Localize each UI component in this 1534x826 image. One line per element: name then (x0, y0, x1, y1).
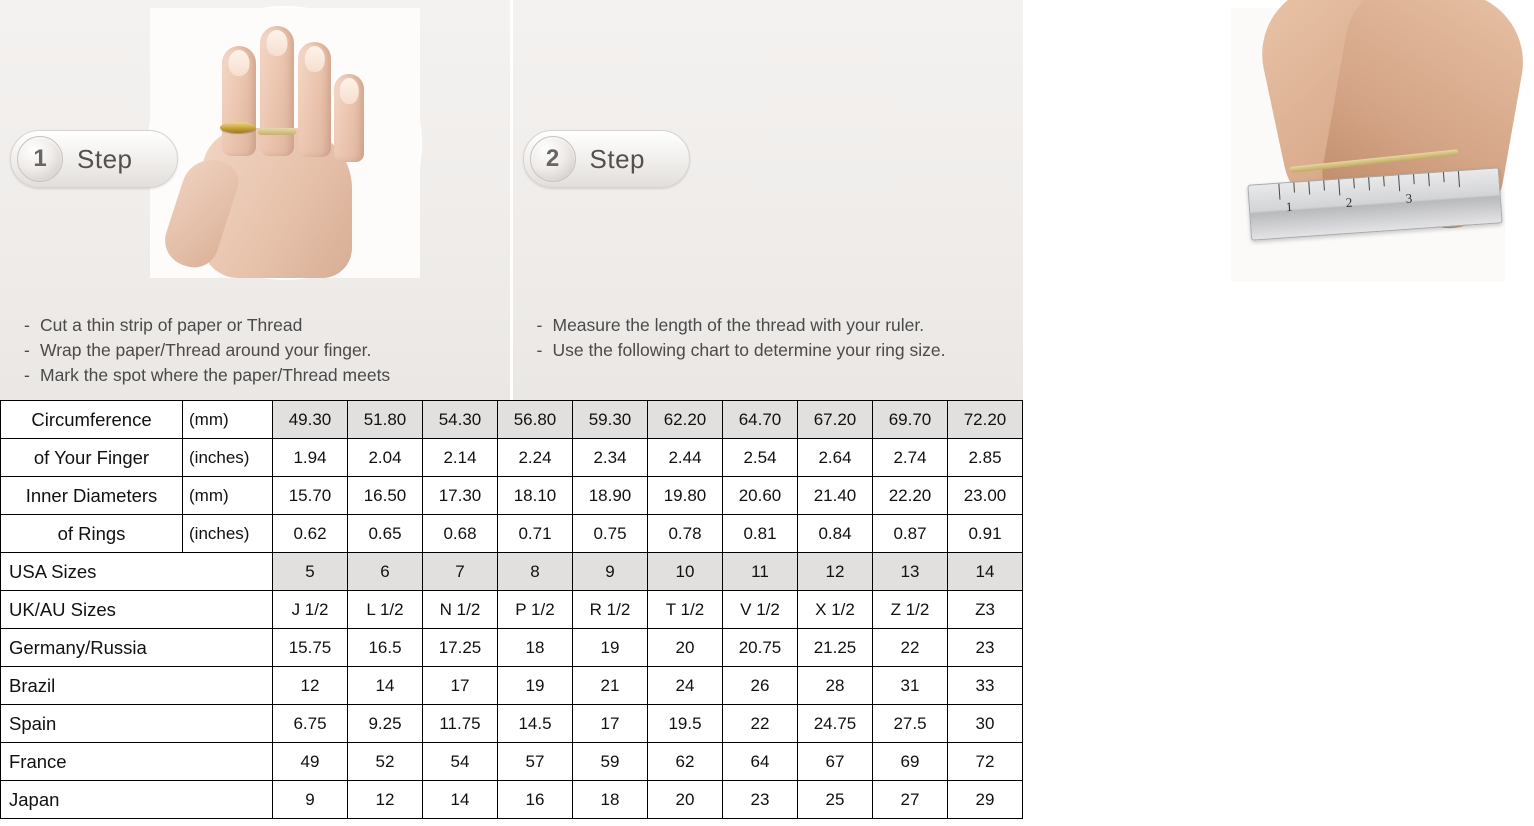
cell: 27 (873, 781, 948, 819)
cell: 49 (273, 743, 348, 781)
instruction-line: - Wrap the paper/Thread around your finger. (24, 340, 372, 360)
cell: 16.50 (348, 477, 423, 515)
row-label-brazil: Brazil (1, 667, 273, 705)
cell: 12 (348, 781, 423, 819)
ruler (1247, 167, 1502, 240)
cell: 16.5 (348, 629, 423, 667)
cell: Z3 (948, 591, 1023, 629)
cell: P 1/2 (498, 591, 573, 629)
row-label-france: France (1, 743, 273, 781)
cell: 18.10 (498, 477, 573, 515)
unit-mm: (mm) (183, 477, 273, 515)
cell: 33 (948, 667, 1023, 705)
cell: 72.20 (948, 401, 1023, 439)
table-row (1, 629, 1023, 667)
instruction-text: Use the following chart to determine your ring size. (552, 340, 946, 360)
cell: 69 (873, 743, 948, 781)
row-label-spain: Spain (1, 705, 273, 743)
finger-middle (260, 26, 294, 156)
table-row (1, 743, 1023, 781)
cell: 21 (573, 667, 648, 705)
cell: 8 (498, 553, 573, 591)
cell: 19 (573, 629, 648, 667)
row-label-inner-diameter-2: of Rings (1, 515, 183, 553)
cell: N 1/2 (423, 591, 498, 629)
thread-wrapped-on-finger (258, 128, 296, 135)
cell: 20 (648, 629, 723, 667)
cell: 11.75 (423, 705, 498, 743)
row-label-germany-russia: Germany/Russia (1, 629, 273, 667)
cell: 2.85 (948, 439, 1023, 477)
table-row (1, 781, 1023, 819)
table-row (1, 401, 1023, 439)
table-row (1, 705, 1023, 743)
cell: 57 (498, 743, 573, 781)
cell: 2.74 (873, 439, 948, 477)
cell: 0.62 (273, 515, 348, 553)
cell: 30 (948, 705, 1023, 743)
instruction-text: Wrap the paper/Thread around your finger. (40, 340, 372, 360)
row-label-circumference-1: Circumference (1, 401, 183, 439)
cell: 18 (573, 781, 648, 819)
cell: 22 (873, 629, 948, 667)
ruler-illustration (1231, 8, 1505, 282)
cell: 0.71 (498, 515, 573, 553)
cell: 11 (723, 553, 798, 591)
cell: 0.81 (723, 515, 798, 553)
steps-section (0, 0, 1413, 400)
instruction-line: - Measure the length of the thread with your ruler. (536, 315, 925, 335)
cell: 69.70 (873, 401, 948, 439)
cell: 20.60 (723, 477, 798, 515)
cell: 12 (273, 667, 348, 705)
cell: 17.25 (423, 629, 498, 667)
unit-inches: (inches) (183, 439, 273, 477)
ruler-label: 1 (1284, 198, 1293, 215)
cell: 20 (648, 781, 723, 819)
cell: 2.34 (573, 439, 648, 477)
step-1-panel (0, 0, 510, 400)
cell: 19.80 (648, 477, 723, 515)
cell: 23 (948, 629, 1023, 667)
step-1-number: 1 (17, 136, 63, 182)
step-1-instructions (24, 313, 500, 388)
cell: 62.20 (648, 401, 723, 439)
cell: 0.87 (873, 515, 948, 553)
ruler-label: 3 (1404, 190, 1413, 206)
step-2-instructions (537, 313, 1014, 363)
cell: 24.75 (798, 705, 873, 743)
cell: L 1/2 (348, 591, 423, 629)
cell: 0.84 (798, 515, 873, 553)
cell: 59.30 (573, 401, 648, 439)
cell: 5 (273, 553, 348, 591)
cell: 22.20 (873, 477, 948, 515)
cell: 12 (798, 553, 873, 591)
fingernail (266, 30, 287, 56)
unit-mm: (mm) (183, 401, 273, 439)
cell: 67.20 (798, 401, 873, 439)
table-row (1, 591, 1023, 629)
cell: 14 (348, 667, 423, 705)
cell: 2.04 (348, 439, 423, 477)
instruction-text: Cut a thin strip of paper or Thread (40, 315, 303, 335)
cell: J 1/2 (273, 591, 348, 629)
cell: 49.30 (273, 401, 348, 439)
cell: 23 (723, 781, 798, 819)
size-conversion-table (0, 400, 1023, 819)
cell: 2.64 (798, 439, 873, 477)
table-row (1, 477, 1023, 515)
cell: 14 (948, 553, 1023, 591)
cell: 0.68 (423, 515, 498, 553)
hand-illustration (150, 8, 420, 278)
cell: 2.54 (723, 439, 798, 477)
step-2-panel (510, 0, 1413, 400)
fingernail (228, 50, 249, 76)
cell: 15.70 (273, 477, 348, 515)
cell: 64.70 (723, 401, 798, 439)
cell: X 1/2 (798, 591, 873, 629)
cell: 23.00 (948, 477, 1023, 515)
row-label-uk-au: UK/AU Sizes (1, 591, 273, 629)
row-label-inner-diameter-1: Inner Diameters (1, 477, 183, 515)
cell: 14.5 (498, 705, 573, 743)
cell: 19.5 (648, 705, 723, 743)
cell: 54.30 (423, 401, 498, 439)
finger-pinky (334, 74, 364, 162)
cell: 21.25 (798, 629, 873, 667)
cell: 9.25 (348, 705, 423, 743)
table-row (1, 515, 1023, 553)
cell: 31 (873, 667, 948, 705)
finger-ring (298, 42, 331, 157)
cell: 64 (723, 743, 798, 781)
cell: 22 (723, 705, 798, 743)
cell: 15.75 (273, 629, 348, 667)
instruction-line: - Use the following chart to determine your ring size. (536, 340, 946, 360)
step-1-badge (10, 130, 178, 188)
cell: Z 1/2 (873, 591, 948, 629)
step-2-badge (523, 130, 691, 188)
instruction-line: - Mark the spot where the paper/Thread meets (24, 365, 391, 385)
cell: 67 (798, 743, 873, 781)
cell: 0.75 (573, 515, 648, 553)
cell: 14 (423, 781, 498, 819)
step-1-word: Step (77, 143, 133, 174)
cell: 2.14 (423, 439, 498, 477)
ring-on-index-finger (220, 122, 256, 133)
ruler-label: 2 (1344, 194, 1353, 211)
ring-size-table (0, 400, 1023, 819)
cell: 20.75 (723, 629, 798, 667)
cell: 25 (798, 781, 873, 819)
table-row (1, 667, 1023, 705)
step-1-photo (150, 8, 420, 278)
cell: 17 (423, 667, 498, 705)
cell: 17 (573, 705, 648, 743)
instruction-text: Measure the length of the thread with your ruler. (552, 315, 925, 335)
cell: 51.80 (348, 401, 423, 439)
cell: 52 (348, 743, 423, 781)
cell: 26 (723, 667, 798, 705)
cell: 2.44 (648, 439, 723, 477)
cell: 28 (798, 667, 873, 705)
fingernail (340, 78, 359, 104)
cell: 62 (648, 743, 723, 781)
cell: 56.80 (498, 401, 573, 439)
row-label-usa: USA Sizes (1, 553, 273, 591)
row-label-circumference-2: of Your Finger (1, 439, 183, 477)
instruction-line: - Cut a thin strip of paper or Thread (24, 315, 303, 335)
cell: 0.91 (948, 515, 1023, 553)
cell: 0.78 (648, 515, 723, 553)
cell: 21.40 (798, 477, 873, 515)
cell: 2.24 (498, 439, 573, 477)
unit-inches: (inches) (183, 515, 273, 553)
cell: 16 (498, 781, 573, 819)
cell: 10 (648, 553, 723, 591)
cell: R 1/2 (573, 591, 648, 629)
cell: 27.5 (873, 705, 948, 743)
cell: 6 (348, 553, 423, 591)
step-2-photo (1231, 8, 1505, 282)
table-row (1, 439, 1023, 477)
step-2-number: 2 (530, 136, 576, 182)
cell: 54 (423, 743, 498, 781)
cell: 72 (948, 743, 1023, 781)
cell: 19 (498, 667, 573, 705)
cell: V 1/2 (723, 591, 798, 629)
row-label-japan: Japan (1, 781, 273, 819)
cell: 9 (273, 781, 348, 819)
cell: T 1/2 (648, 591, 723, 629)
fingernail (304, 46, 324, 72)
cell: 18.90 (573, 477, 648, 515)
cell: 17.30 (423, 477, 498, 515)
step-2-word: Step (589, 143, 645, 174)
cell: 59 (573, 743, 648, 781)
cell: 13 (873, 553, 948, 591)
finger-index (222, 46, 256, 156)
cell: 1.94 (273, 439, 348, 477)
cell: 29 (948, 781, 1023, 819)
table-row (1, 553, 1023, 591)
cell: 7 (423, 553, 498, 591)
cell: 18 (498, 629, 573, 667)
cell: 24 (648, 667, 723, 705)
cell: 0.65 (348, 515, 423, 553)
cell: 9 (573, 553, 648, 591)
instruction-text: Mark the spot where the paper/Thread meets (40, 365, 391, 385)
cell: 6.75 (273, 705, 348, 743)
